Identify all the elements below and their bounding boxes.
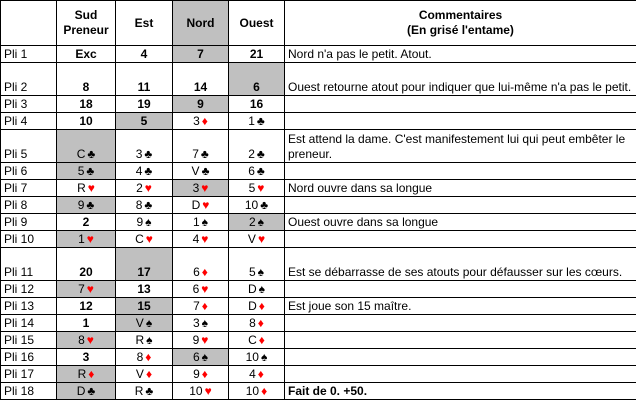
trick-number: Pli 10: [1, 231, 57, 248]
diamond-suit-icon: ♦: [201, 367, 208, 381]
trick-comment: Ouest ouvre dans sa longue: [285, 214, 636, 231]
club-suit-icon: ♣: [256, 164, 265, 178]
nord-card: [173, 298, 229, 315]
nord-card: [173, 248, 229, 281]
nord-card: [173, 46, 229, 63]
sud-card: [57, 383, 116, 400]
card-value: 20: [79, 265, 93, 279]
card-value: 10: [244, 198, 259, 212]
est-card: [116, 130, 173, 163]
trick-comment: Ouest retourne atout pour indiquer que lui-même n'a pas le petit.: [285, 63, 636, 96]
est-card: [116, 197, 173, 214]
trick-number: Pli 9: [1, 214, 57, 231]
trick-comment: [285, 332, 636, 349]
heart-suit-icon: ♥: [202, 198, 210, 212]
sud-card: [57, 130, 116, 163]
heart-suit-icon: ♥: [86, 333, 94, 347]
diamond-suit-icon: ♦: [88, 367, 95, 381]
card-value: 9: [136, 215, 144, 229]
trick-row: [1, 113, 636, 130]
trick-number: Pli 15: [1, 332, 57, 349]
club-suit-icon: ♣: [87, 384, 96, 398]
spade-suit-icon: ♠: [201, 350, 209, 364]
card-value: 8: [82, 80, 90, 94]
ouest-card: [229, 197, 285, 214]
card-value: 3: [192, 316, 200, 330]
trick-row: [1, 96, 636, 113]
ouest-card: [229, 180, 285, 197]
nord-card: [173, 349, 229, 366]
heart-suit-icon: ♥: [257, 181, 265, 195]
nord-card: [173, 214, 229, 231]
est-card: [116, 383, 173, 400]
est-card: [116, 214, 173, 231]
trick-number: Pli 13: [1, 298, 57, 315]
card-value: 11: [137, 80, 151, 94]
ouest-card: [229, 63, 285, 96]
est-card: [116, 281, 173, 298]
card-value: C: [76, 147, 86, 161]
trick-row: [1, 315, 636, 332]
card-value: 5: [140, 114, 148, 128]
card-value: 10: [79, 114, 93, 128]
trick-row: [1, 248, 636, 281]
ouest-card: [229, 163, 285, 180]
ouest-card: [229, 315, 285, 332]
trick-comment: [285, 197, 636, 214]
ouest-card: [229, 332, 285, 349]
card-value: 6: [193, 265, 200, 279]
trick-number: Pli 16: [1, 349, 57, 366]
header-nord: Nord: [173, 1, 229, 46]
ouest-card: [229, 366, 285, 383]
card-value: V: [135, 316, 144, 330]
diamond-suit-icon: ♦: [201, 265, 208, 279]
diamond-suit-icon: ♦: [201, 299, 208, 313]
nord-card: [173, 383, 229, 400]
est-card: [116, 349, 173, 366]
trick-row: [1, 130, 636, 163]
spade-suit-icon: ♠: [201, 215, 209, 229]
card-value: 12: [79, 299, 93, 313]
trick-number: Pli 5: [1, 130, 57, 163]
spade-suit-icon: ♠: [201, 316, 209, 330]
trick-comment: [285, 349, 636, 366]
nord-card: [173, 63, 229, 96]
heart-suit-icon: ♥: [87, 181, 95, 195]
sud-card: [57, 366, 116, 383]
spade-suit-icon: ♠: [257, 215, 265, 229]
sud-card: [57, 197, 116, 214]
card-value: 1: [248, 114, 255, 128]
sud-card: [57, 163, 116, 180]
est-card: [116, 332, 173, 349]
club-suit-icon: ♣: [87, 147, 96, 161]
est-card: [116, 315, 173, 332]
card-value: Exc: [75, 47, 97, 61]
diamond-suit-icon: ♦: [261, 384, 268, 398]
club-suit-icon: ♣: [256, 147, 265, 161]
card-value: 1: [78, 232, 85, 246]
card-value: 7: [192, 147, 199, 161]
ouest-card: [229, 130, 285, 163]
trick-row: [1, 231, 636, 248]
card-value: 9: [192, 333, 200, 347]
trick-row: [1, 298, 636, 315]
trick-number: Pli 12: [1, 281, 57, 298]
trick-comment: [285, 231, 636, 248]
heart-suit-icon: ♥: [204, 384, 212, 398]
card-value: 2: [248, 147, 255, 161]
sud-card: [57, 349, 116, 366]
card-value: D: [247, 282, 257, 296]
sud-card: [57, 315, 116, 332]
trick-number: Pli 4: [1, 113, 57, 130]
card-value: 17: [137, 265, 151, 279]
sud-card: [57, 332, 116, 349]
ouest-card: [229, 281, 285, 298]
card-value: 6: [253, 80, 260, 94]
card-value: V: [247, 232, 256, 246]
trick-row: [1, 366, 636, 383]
header-row: [1, 1, 636, 46]
card-value: 19: [137, 97, 151, 111]
diamond-suit-icon: ♦: [201, 114, 208, 128]
trick-row: [1, 46, 636, 63]
trick-comment: [285, 163, 636, 180]
spade-suit-icon: ♠: [257, 265, 265, 279]
card-value: 9: [77, 198, 85, 212]
club-suit-icon: ♣: [256, 114, 265, 128]
trick-row: [1, 63, 636, 96]
card-value: 8: [136, 350, 144, 364]
trick-comment: Fait de 0. +50.: [285, 383, 636, 400]
card-value: 6: [248, 164, 255, 178]
est-card: [116, 248, 173, 281]
card-value: D: [191, 198, 201, 212]
trick-row: [1, 180, 636, 197]
heart-suit-icon: ♥: [201, 282, 209, 296]
card-value: 2: [136, 181, 143, 195]
club-suit-icon: ♣: [86, 164, 95, 178]
heart-suit-icon: ♥: [201, 232, 209, 246]
card-value: D: [248, 299, 257, 313]
trick-comment: Est joue son 15 maître.: [285, 298, 636, 315]
trick-number: Pli 18: [1, 383, 57, 400]
sud-card: [57, 231, 116, 248]
est-card: [116, 113, 173, 130]
card-value: V: [191, 164, 200, 178]
card-value: 4: [140, 47, 148, 61]
nord-card: [173, 366, 229, 383]
trick-number: Pli 17: [1, 366, 57, 383]
diamond-suit-icon: ♦: [258, 299, 265, 313]
heart-suit-icon: ♥: [86, 282, 94, 296]
nord-card: [173, 281, 229, 298]
trick-comment: [285, 96, 636, 113]
club-suit-icon: ♣: [86, 198, 95, 212]
trick-number: Pli 2: [1, 63, 57, 96]
est-card: [116, 180, 173, 197]
ouest-card: [229, 96, 285, 113]
card-value: 5: [248, 181, 256, 195]
trick-number: Pli 1: [1, 46, 57, 63]
trick-comment: Nord ouvre dans sa longue: [285, 180, 636, 197]
est-card: [116, 231, 173, 248]
nord-card: [173, 113, 229, 130]
trick-comment: [285, 281, 636, 298]
trick-number: Pli 14: [1, 315, 57, 332]
nord-card: [173, 96, 229, 113]
club-suit-icon: ♣: [260, 198, 269, 212]
heart-suit-icon: ♥: [201, 181, 209, 195]
diamond-suit-icon: ♦: [257, 367, 264, 381]
spade-suit-icon: ♠: [260, 350, 268, 364]
card-value: 2: [248, 215, 256, 229]
sud-card: [57, 96, 116, 113]
card-value: 8: [78, 333, 85, 347]
trick-rows: [1, 46, 636, 400]
est-card: [116, 366, 173, 383]
spade-suit-icon: ♠: [145, 316, 153, 330]
sud-card: [57, 298, 116, 315]
card-value: 9: [193, 367, 200, 381]
heart-suit-icon: ♥: [145, 232, 153, 246]
club-suit-icon: ♣: [201, 164, 210, 178]
card-value: 10: [245, 384, 260, 398]
trick-row: [1, 197, 636, 214]
diamond-suit-icon: ♦: [145, 367, 153, 381]
card-value: 18: [79, 97, 93, 111]
card-value: 9: [197, 97, 204, 111]
nord-card: [173, 197, 229, 214]
est-card: [116, 298, 173, 315]
card-value: 4: [192, 232, 200, 246]
diamond-suit-icon: ♦: [257, 316, 264, 330]
ouest-card: [229, 383, 285, 400]
card-value: 3: [82, 350, 90, 364]
sud-card: [57, 113, 116, 130]
nord-card: [173, 315, 229, 332]
trick-comment: Nord n'a pas le petit. Atout.: [285, 46, 636, 63]
trick-comment: Est se débarrasse de ses atouts pour défausser sur les cœurs.: [285, 248, 636, 281]
sud-card: [57, 214, 116, 231]
trick-row: [1, 214, 636, 231]
card-value: R: [134, 384, 144, 398]
card-value: 1: [192, 215, 200, 229]
diamond-suit-icon: ♦: [258, 333, 265, 347]
card-value: C: [135, 232, 144, 246]
sud-card: [57, 180, 116, 197]
ouest-card: [229, 349, 285, 366]
spade-suit-icon: ♠: [258, 282, 266, 296]
ouest-card: [229, 214, 285, 231]
nord-card: [173, 231, 229, 248]
club-suit-icon: ♣: [144, 198, 153, 212]
card-value: 21: [249, 47, 264, 61]
nord-card: [173, 130, 229, 163]
card-value: D: [76, 384, 86, 398]
header-sud: Sud Preneur: [57, 1, 116, 46]
est-card: [116, 46, 173, 63]
header-comments: Commentaires (En grisé l'entame): [285, 1, 636, 46]
card-value: 3: [193, 114, 200, 128]
trick-number: Pli 3: [1, 96, 57, 113]
card-value: 4: [135, 164, 143, 178]
sud-card: [57, 46, 116, 63]
card-value: 13: [137, 282, 151, 296]
diamond-suit-icon: ♦: [145, 350, 152, 364]
ouest-card: [229, 113, 285, 130]
club-suit-icon: ♣: [144, 147, 153, 161]
card-value: 7: [197, 47, 204, 61]
trick-comment: Est attend la dame. C'est manifestement lui qui peut embêter le preneur.: [285, 130, 636, 163]
nord-card: [173, 332, 229, 349]
trick-comment: [285, 366, 636, 383]
nord-card: [173, 180, 229, 197]
ouest-card: [229, 46, 285, 63]
card-value: R: [135, 333, 145, 347]
trick-row: [1, 281, 636, 298]
card-value: R: [77, 181, 86, 195]
spade-suit-icon: ♠: [146, 333, 153, 347]
header-est: Est: [116, 1, 173, 46]
card-value: 6: [192, 282, 200, 296]
heart-suit-icon: ♥: [86, 232, 94, 246]
card-value: 8: [249, 316, 256, 330]
card-value: 7: [78, 282, 85, 296]
card-value: R: [77, 367, 87, 381]
card-value: 6: [192, 350, 200, 364]
heart-suit-icon: ♥: [144, 181, 152, 195]
header-ouest: Ouest: [229, 1, 285, 46]
trick-row: [1, 332, 636, 349]
ouest-card: [229, 248, 285, 281]
card-value: C: [248, 333, 257, 347]
trick-row: [1, 163, 636, 180]
card-value: 14: [193, 80, 208, 94]
trick-row: [1, 349, 636, 366]
card-value: 2: [82, 215, 90, 229]
sud-card: [57, 63, 116, 96]
heart-suit-icon: ♥: [201, 333, 209, 347]
card-value: 15: [137, 299, 151, 313]
est-card: [116, 96, 173, 113]
trick-comment: [285, 113, 636, 130]
card-value: 5: [77, 164, 85, 178]
club-suit-icon: ♣: [144, 164, 153, 178]
card-value: 3: [192, 181, 200, 195]
card-value: V: [135, 367, 144, 381]
est-card: [116, 63, 173, 96]
heart-suit-icon: ♥: [257, 232, 266, 246]
trick-number: Pli 6: [1, 163, 57, 180]
card-value: 3: [135, 147, 143, 161]
card-value: 1: [82, 316, 90, 330]
card-value: 5: [248, 265, 256, 279]
card-value: 7: [193, 299, 200, 313]
card-value: 16: [249, 97, 264, 111]
ouest-card: [229, 231, 285, 248]
est-card: [116, 163, 173, 180]
nord-card: [173, 163, 229, 180]
trick-number: Pli 11: [1, 248, 57, 281]
header-pli: [1, 1, 57, 46]
card-value: 4: [249, 367, 256, 381]
trick-number: Pli 8: [1, 197, 57, 214]
trick-comment: [285, 315, 636, 332]
card-value: 10: [245, 350, 259, 364]
sud-card: [57, 248, 116, 281]
club-suit-icon: ♣: [145, 384, 154, 398]
sud-card: [57, 281, 116, 298]
trick-row: [1, 383, 636, 400]
ouest-card: [229, 298, 285, 315]
club-suit-icon: ♣: [200, 147, 209, 161]
trick-number: Pli 7: [1, 180, 57, 197]
card-value: 10: [189, 384, 203, 398]
card-value: 8: [135, 198, 143, 212]
spade-suit-icon: ♠: [145, 215, 152, 229]
